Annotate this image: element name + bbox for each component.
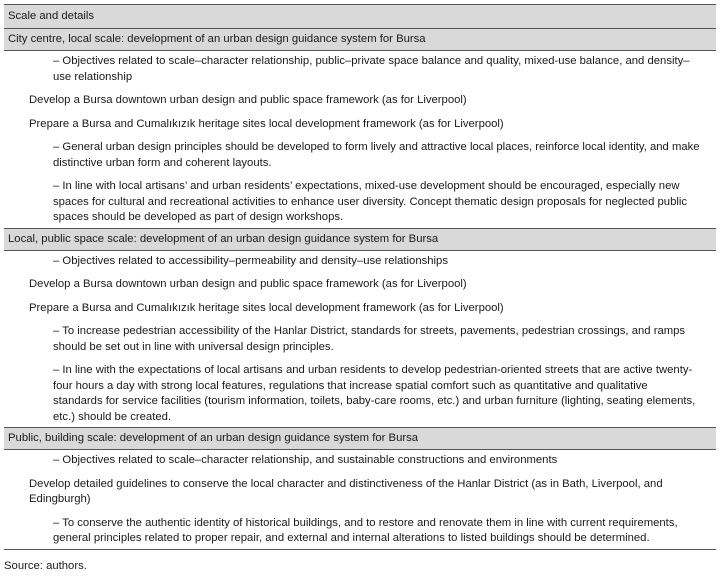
detail-text: – In line with local artisans’ and urban residents’ expectations, mixed-use development should be encouraged, especially new spaces for cultural and recreational activities to enhance user diversity. Concept thematic design proposals for neglected public spaces should be developed as part of design workshops.: [53, 180, 688, 223]
action-text: Develop a Bursa downtown urban design and public space framework (as for Liverpool): [29, 94, 467, 106]
objective-text: – Objectives related to scale–character relationship, and sustainable constructions and environments: [53, 454, 558, 466]
guidance-table: [4, 4, 716, 550]
objective-text: – Objectives related to scale–character relationship, public–private space balance and quality, mixed-use balance, and density–use relationship: [53, 55, 690, 83]
section-body: [4, 254, 716, 428]
action-text: Prepare a Bursa and Cumalıkızık heritage sites local development framework (as for Liverpool): [29, 301, 504, 314]
action-text: Develop detailed guidelines to conserve the local character and distinctiveness of the Hanlar District (as in Bath, Liverpool, and Edingburgh): [29, 477, 663, 505]
section-title: City centre, local scale: development of an urban design guidance system for Bursa: [4, 29, 716, 51]
section-body: [4, 54, 716, 228]
detail-text: – To increase pedestrian accessibility of the Hanlar District, standards for streets, pavements, pedestrian crossings, and ramps should be set out in line with universal design principles.: [53, 325, 686, 353]
table-header: Scale and details: [4, 5, 716, 29]
detail-text: – General urban design principles should be developed to form lively and attractive local places, reinforce local identity, and make distinctive urban form and coherent layouts.: [53, 141, 700, 169]
action-text: Prepare a Bursa and Cumalıkızık heritage sites local development framework (as for Liverpool): [29, 117, 504, 130]
detail-text: – In line with the expectations of local artisans and urban residents to develop pedestrian-oriented streets that are active twenty-four hours a day with strong local features, regulations that increase spatial comfort such as quantitative and qualitative standards for service facilities (tourism information, toilets, baby-care rooms, etc.) and urban furniture (lighting, seating elements, etc.) should be created.: [53, 364, 696, 423]
source-note: Source: authors.: [4, 560, 87, 572]
objective-text: – Objectives related to accessibility–permeability and density–use relationships: [53, 254, 448, 267]
section-body: [4, 453, 716, 549]
detail-text: – To conserve the authentic identity of historical buildings, and to restore and renovate them in line with current requirements, general principles related to proper repair, and external and internal alterations to listed buildings should be determined.: [53, 516, 678, 544]
section-title: Public, building scale: development of an urban design guidance system for Bursa: [4, 427, 716, 450]
action-text: Develop a Bursa downtown urban design and public space framework (as for Liverpool): [29, 278, 467, 290]
section-title: Local, public space scale: development of an urban design guidance system for Bursa: [4, 228, 716, 251]
